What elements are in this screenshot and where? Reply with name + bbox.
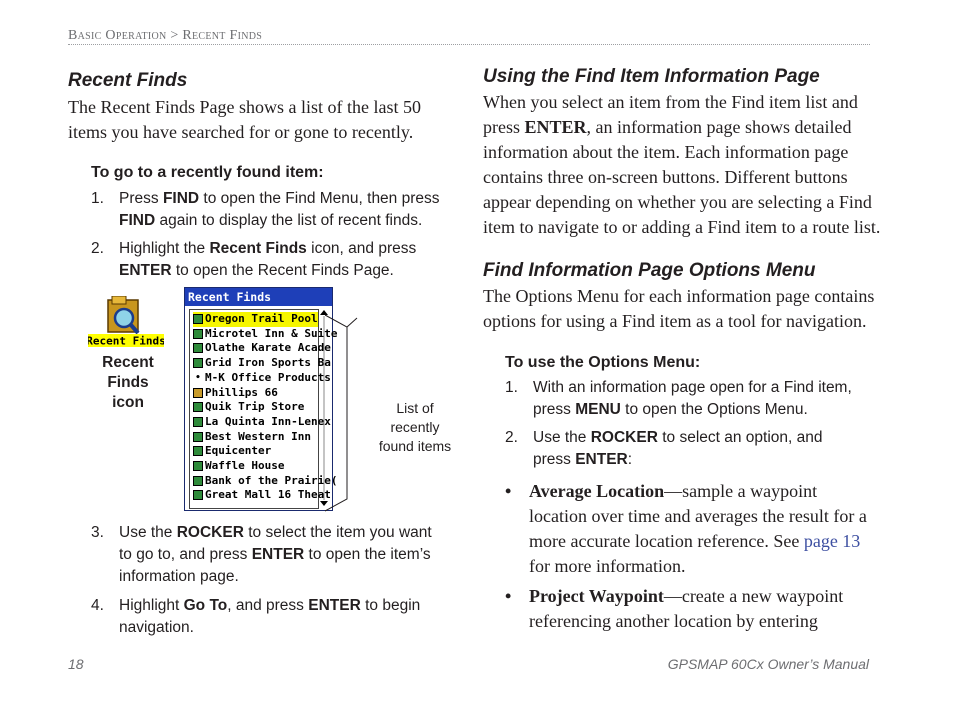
step-number: 1.: [505, 379, 518, 396]
list-item[interactable]: [193, 312, 318, 327]
step-number: 3.: [91, 524, 104, 541]
bullet-project-waypoint: • Project Waypoint—create a new waypoint referencing another location by entering: [505, 586, 844, 631]
options-step-1: [505, 377, 885, 423]
step-text: Highlight the Recent Finds icon, and press: [119, 240, 417, 257]
step-number: 1.: [91, 190, 104, 207]
bullet-dot: •: [505, 586, 512, 606]
list-item[interactable]: [193, 356, 331, 371]
list-item-label: Grid Iron Sports Ba: [205, 356, 331, 370]
paragraph-line: When you select an item from the Find item list and: [483, 92, 858, 112]
paragraph-line: item to navigate to or adding a Find item to a route list.: [483, 217, 881, 237]
list-item[interactable]: [193, 459, 284, 474]
section-heading-recent-finds: Recent Finds: [68, 70, 188, 91]
paragraph-line: information about the item. Each information page: [483, 142, 849, 162]
options-para-line-1: The Options Menu for each information page contains: [483, 286, 875, 306]
manual-title: GPSMAP 60Cx Owner’s Manual: [667, 656, 869, 672]
step-text: Use the ROCKER to select an option, and: [533, 429, 823, 446]
list-item-label: Great Mall 16 Theat: [205, 488, 331, 502]
step-text: ENTER to open the Recent Finds Page.: [119, 262, 394, 279]
list-item-label: Olathe Karate Acade: [205, 341, 331, 355]
poi-icon: [193, 314, 203, 324]
poi-icon: •: [193, 373, 203, 383]
step-text: Highlight Go To, and press ENTER to begin: [119, 597, 421, 614]
list-item-label: M-K Office Products: [205, 370, 331, 384]
paragraph-line: press ENTER, an information page shows detailed: [483, 117, 852, 137]
intro-line-2: items you have searched for or gone to recently.: [68, 122, 414, 142]
poi-icon: [193, 329, 203, 339]
paragraph-line: contains three on-screen buttons. Different buttons: [483, 167, 848, 187]
list-item-label: Best Western Inn: [205, 429, 311, 443]
poi-icon: [193, 358, 203, 368]
poi-icon: [193, 461, 203, 471]
list-item[interactable]: [193, 341, 331, 356]
poi-icon: [193, 446, 203, 456]
list-item-label: Bank of the Prairie(: [205, 473, 338, 487]
list-item[interactable]: [193, 371, 331, 386]
poi-icon: [193, 490, 203, 500]
step-text: information page.: [119, 568, 239, 585]
list-item[interactable]: [193, 474, 337, 489]
list-item[interactable]: [193, 415, 331, 430]
list-item[interactable]: [193, 400, 304, 415]
list-item-label: Equicenter: [205, 444, 272, 458]
step-text: Use the ROCKER to select the item you want: [119, 524, 432, 541]
step-text: to go to, and press ENTER to open the item’s: [119, 546, 431, 563]
poi-icon: [193, 343, 203, 353]
header-divider: [68, 44, 870, 45]
procedure-title: To use the Options Menu:: [505, 354, 701, 371]
step-text: press ENTER:: [533, 451, 633, 468]
list-item-label: Microtel Inn & Suite: [205, 326, 338, 340]
poi-icon: [193, 417, 203, 427]
intro-line-1: The Recent Finds Page shows a list of the last 50: [68, 97, 421, 117]
options-para-line-2: options for using a Find item as a tool for navigation.: [483, 311, 867, 331]
list-item[interactable]: [193, 386, 278, 401]
bullet-dot: •: [505, 481, 512, 501]
list-item-label: Waffle House: [205, 459, 285, 472]
page-number: 18: [68, 656, 84, 672]
poi-icon: [193, 476, 203, 486]
paragraph-line: appear depending on whether you are selecting a Find: [483, 192, 872, 212]
list-item-label: La Quinta Inn-Lenex: [205, 414, 331, 428]
list-item-label: Oregon Trail Pool: [205, 312, 318, 325]
svg-text:Recent Finds: Recent Finds: [88, 334, 164, 348]
step-number: 4.: [91, 597, 104, 614]
step-2: [91, 238, 471, 284]
list-callout: List of recently found items: [378, 400, 452, 454]
step-text: press MENU to open the Options Menu.: [533, 401, 808, 418]
step-number: 2.: [91, 240, 104, 257]
section-heading-find-item-info: Using the Find Item Information Page: [483, 66, 820, 87]
list-item[interactable]: [193, 430, 311, 445]
screen-title-bar: Recent Finds: [185, 288, 332, 306]
options-step-2: [505, 427, 885, 473]
step-1: [91, 188, 471, 234]
step-text: Press FIND to open the Find Menu, then press: [119, 190, 440, 207]
step-4: [91, 595, 471, 641]
icon-caption: Recent Finds icon: [102, 354, 154, 411]
callout-bracket: [325, 313, 375, 518]
poi-icon: [193, 402, 203, 412]
list-item[interactable]: [193, 327, 337, 342]
list-item-label: Phillips 66: [205, 385, 278, 399]
breadcrumb: Basic Operation > Recent Finds: [68, 28, 263, 43]
list-item[interactable]: [193, 444, 271, 459]
step-number: 2.: [505, 429, 518, 446]
poi-icon: [193, 388, 203, 398]
step-text: navigation.: [119, 619, 194, 636]
bullet-average-location: • Average Location—sample a waypoint location over time and averages the result for a more accurate location reference. See page 13 for more information.: [505, 481, 867, 576]
poi-icon: [193, 432, 203, 442]
recent-finds-list[interactable]: [189, 309, 338, 509]
procedure-title: To go to a recently found item:: [91, 164, 324, 181]
recent-finds-screen: [184, 287, 338, 511]
list-item[interactable]: [193, 488, 331, 503]
recent-finds-icon: [88, 296, 164, 348]
step-3: [91, 522, 471, 590]
step-text: FIND again to display the list of recent finds.: [119, 212, 423, 229]
section-heading-options-menu: Find Information Page Options Menu: [483, 260, 816, 281]
page-13-link[interactable]: page 13: [803, 531, 861, 551]
step-text: With an information page open for a Find item,: [533, 379, 852, 396]
list-item-label: Quik Trip Store: [205, 400, 305, 414]
